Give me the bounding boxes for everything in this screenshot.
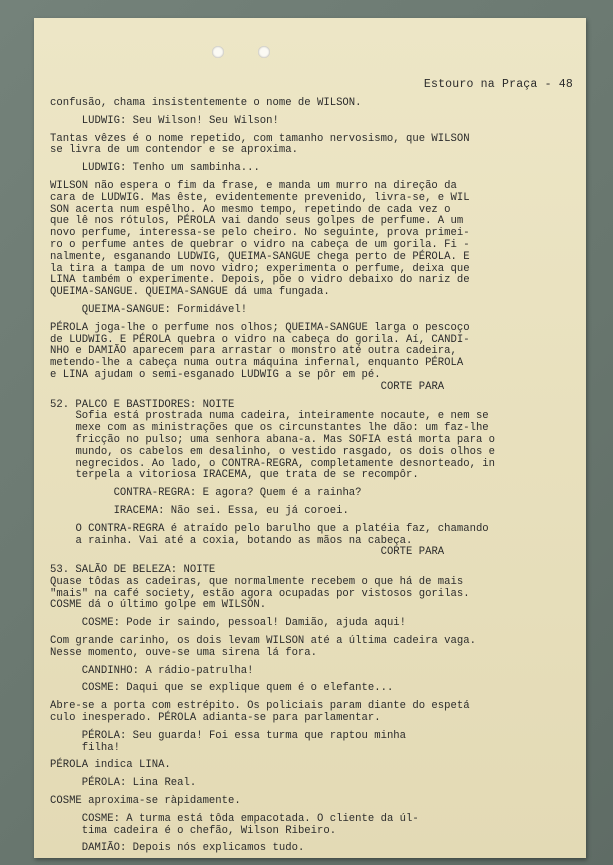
script-line: Nesse momento, ouve-se uma sirena lá fora.	[50, 646, 318, 659]
script-line: metendo-lhe a cabeça numa outra máquina infernal, enquanto PÉROLA	[50, 357, 464, 370]
script-line: WILSON não espera o fim da frase, e manda um murro na direção da	[50, 179, 457, 192]
page-header: Estouro na Praça - 48	[423, 78, 573, 91]
script-line: CORTE PARA	[50, 546, 445, 559]
script-line: la tira a tampa de um novo vidro; experimenta o perfume, deixa que	[50, 262, 470, 275]
script-line: PÉROLA joga-lhe o perfume nos olhos; QUEIMA-SANGUE larga o pescoço	[50, 321, 470, 334]
script-line: CONTRA-REGRA: E agora? Quem é a rainha?	[50, 487, 362, 500]
script-line: QUEIMA-SANGUE. QUEIMA-SANGUE dá uma fungada.	[50, 286, 330, 299]
punch-hole-left	[212, 46, 224, 58]
script-line: CORTE PARA	[50, 380, 445, 393]
script-line: nalmente, esganando LUDWIG, QUEIMA-SANGUE chega perto de PÉROLA. E	[50, 250, 470, 263]
script-line: mexe com as ministrações que os circunstantes lhe dão: um faz-lhe	[50, 422, 489, 435]
script-line: COSME: A turma está tôda empacotada. O cliente da úl-	[50, 812, 419, 825]
script-line: "mais" na café society, estão agora ocupadas por vistosos gorilas.	[50, 587, 470, 600]
script-line: que lê nos rótulos, PÉROLA vai dando seus golpes de perfume. A um	[50, 215, 464, 228]
script-line: LINA também o experimente. Depois, põe o vidro debaixo do nariz de	[50, 274, 470, 287]
scene-heading: 52. PALCO E BASTIDORES: NOITE	[50, 398, 235, 411]
script-line: e LINA ajudam o semi-esganado LUDWIG a se pôr em pé.	[50, 368, 381, 381]
script-line: tima cadeira é o chefão, Wilson Ribeiro.	[50, 824, 337, 837]
script-line: COSME: Daqui que se explique quem é o elefante...	[50, 682, 394, 695]
script-line: filha!	[50, 741, 120, 754]
script-text	[50, 98, 550, 855]
script-line: DAMIÃO: Depois nós explicamos tudo.	[50, 842, 305, 855]
script-line: a rainha. Vai até a coxia, botando as mãos na cabeça.	[50, 534, 413, 547]
script-line: novo perfume, interessa-se pelo cheiro. No seguinte, prova primei-	[50, 227, 470, 240]
punch-hole-right	[258, 46, 270, 58]
script-line: mundo, os cabelos em desalinho, o vestido rasgado, os dois olhos e	[50, 445, 496, 458]
script-line: negrecidos. Ao lado, o CONTRA-REGRA, completamente desnorteado, in	[50, 457, 496, 470]
script-line: de LUDWIG. E PÉROLA quebra o vidro na cabeça do gorila. Aí, CANDI-	[50, 333, 470, 346]
script-line: LUDWIG: Seu Wilson! Seu Wilson!	[50, 114, 279, 127]
scene-heading: 53. SALÃO DE BELEZA: NOITE	[50, 564, 216, 577]
script-line: se livra de um contendor e se aproxima.	[50, 144, 298, 157]
script-line: confusão, chama insistentemente o nome de WILSON.	[50, 97, 362, 109]
script-line: COSME aproxima-se ràpidamente.	[50, 795, 241, 808]
script-line: Tantas vêzes é o nome repetido, com tamanho nervosismo, que WILSON	[50, 132, 470, 145]
script-line: culo inesperado. PÉROLA adianta-se para parlamentar.	[50, 712, 381, 725]
script-line: PÉROLA: Seu guarda! Foi essa turma que raptou minha	[50, 729, 407, 742]
script-line: LUDWIG: Tenho um sambinha...	[50, 162, 260, 175]
script-line: O CONTRA-REGRA é atraído pelo barulho que a platéia faz, chamando	[50, 522, 489, 535]
script-line: cara de LUDWIG. Mas êste, evidentemente prevenido, livra-se, e WIL	[50, 191, 470, 204]
script-line: NHO e DAMIÃO aparecem para arrastar o monstro até outra cadeira,	[50, 345, 457, 358]
script-line: Sofia está prostrada numa cadeira, inteiramente nocaute, e nem se	[50, 410, 489, 423]
script-line: Com grande carinho, os dois levam WILSON até a última cadeira vaga.	[50, 635, 476, 648]
script-line: SON acerta num espêlho. Ao mesmo tempo, repetindo de cada vez o	[50, 203, 451, 216]
script-line: terpela a vitoriosa IRACEMA, que trata de se recompôr.	[50, 469, 419, 482]
script-line: PÉROLA indica LINA.	[50, 759, 171, 772]
script-line: fricção no pulso; uma senhora abana-a. Mas SOFIA está morta para o	[50, 433, 496, 446]
script-line: IRACEMA: Não sei. Essa, eu já coroei.	[50, 504, 349, 517]
script-line: Quase tôdas as cadeiras, que normalmente recebem o que há de mais	[50, 575, 464, 588]
script-line: CANDINHO: A rádio-patrulha!	[50, 664, 254, 677]
script-line: ro o perfume antes de quebrar o vidro na cabeça de um gorila. Fi -	[50, 238, 470, 251]
script-line: Abre-se a porta com estrépito. Os policiais param diante do espetá	[50, 700, 470, 713]
script-line: COSME: Pode ir saindo, pessoal! Damião, ajuda aqui!	[50, 617, 407, 630]
script-line: QUEIMA-SANGUE: Formidável!	[50, 303, 248, 316]
script-line: COSME dá o último golpe em WILSON.	[50, 599, 267, 612]
script-line: PÉROLA: Lina Real.	[50, 777, 197, 790]
